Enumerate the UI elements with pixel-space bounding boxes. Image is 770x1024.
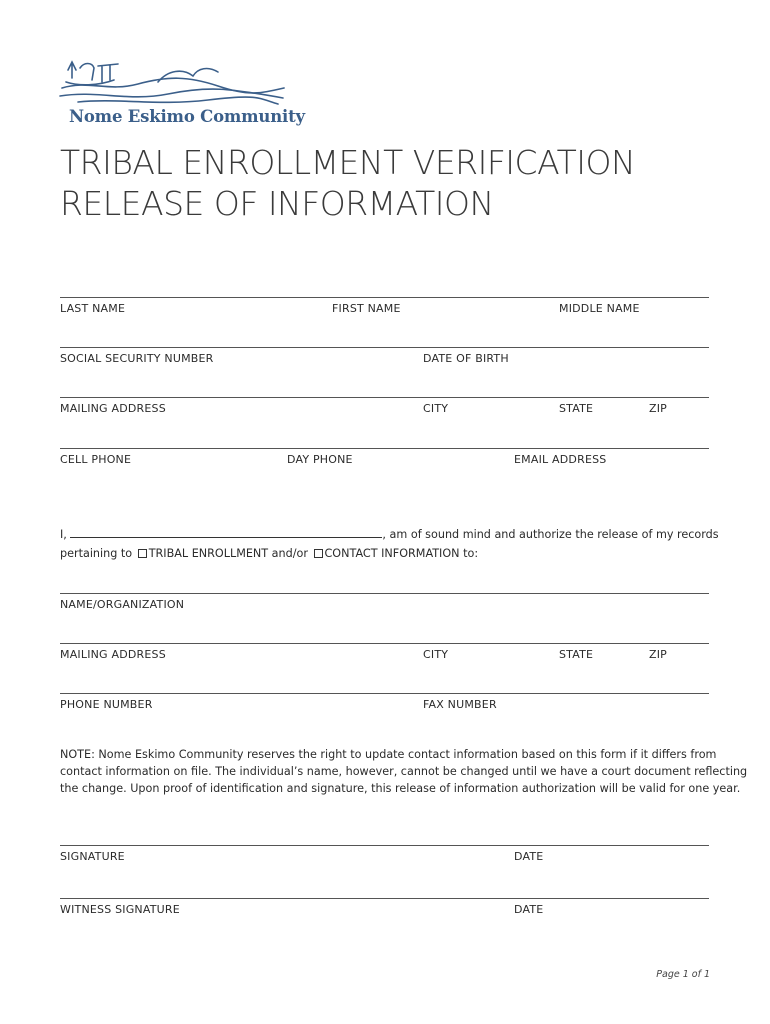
applicant-name-blank[interactable] xyxy=(70,527,382,538)
organization-logo xyxy=(58,58,288,108)
witness-date-label: DATE xyxy=(514,903,544,916)
contact-information-option: CONTACT INFORMATION to: xyxy=(324,547,479,560)
signature-date-label: DATE xyxy=(514,850,544,863)
note-line-3: the change. Upon proof of identification and signature, this release of information authorization will be valid for one year. xyxy=(60,782,741,795)
city-label: CITY xyxy=(423,402,449,415)
recipient-zip-label: ZIP xyxy=(649,648,668,661)
recipient-mailing-address-label: MAILING ADDRESS xyxy=(60,648,166,661)
first-name-label: FIRST NAME xyxy=(332,302,401,315)
form-title xyxy=(60,142,635,224)
note-line-1: NOTE: Nome Eskimo Community reserves the right to update contact information based on this form if it differs from xyxy=(60,748,717,761)
dob-label: DATE OF BIRTH xyxy=(423,352,509,365)
page-number: Page 1 of 1 xyxy=(656,969,710,980)
recipient-state-label: STATE xyxy=(559,648,594,661)
logo-illustration xyxy=(58,58,288,108)
zip-label: ZIP xyxy=(649,402,668,415)
field-line xyxy=(60,448,709,449)
recipient-phone-label: PHONE NUMBER xyxy=(60,698,153,711)
signature-label: SIGNATURE xyxy=(60,850,125,863)
authorization-line-2 xyxy=(60,547,478,560)
email-label: EMAIL ADDRESS xyxy=(514,453,607,466)
contact-information-checkbox[interactable] xyxy=(314,549,323,558)
authorization-line-1 xyxy=(60,527,719,541)
organization-name: Nome Eskimo Community xyxy=(69,107,305,126)
ssn-label: SOCIAL SECURITY NUMBER xyxy=(60,352,214,365)
tribal-enrollment-option: TRIBAL ENROLLMENT and/or xyxy=(148,547,308,560)
signature-line xyxy=(60,845,709,846)
state-label: STATE xyxy=(559,402,594,415)
recipient-city-label: CITY xyxy=(423,648,449,661)
field-line xyxy=(60,297,709,298)
field-line xyxy=(60,593,709,594)
cell-phone-label: CELL PHONE xyxy=(60,453,132,466)
form-title-line-1: TRIBAL ENROLLMENT VERIFICATION xyxy=(60,143,636,182)
note-line-2: contact information on file. The individual’s name, however, cannot be changed until we have a court document reflecting xyxy=(60,765,748,778)
pertaining-to-text: pertaining to xyxy=(60,547,133,560)
middle-name-label: MIDDLE NAME xyxy=(559,302,640,315)
witness-signature-label: WITNESS SIGNATURE xyxy=(60,903,180,916)
name-organization-label: NAME/ORGANIZATION xyxy=(60,598,185,611)
last-name-label: LAST NAME xyxy=(60,302,126,315)
field-line xyxy=(60,693,709,694)
tribal-enrollment-checkbox[interactable] xyxy=(138,549,147,558)
witness-signature-line xyxy=(60,898,709,899)
day-phone-label: DAY PHONE xyxy=(287,453,353,466)
field-line xyxy=(60,347,709,348)
authorization-suffix: , am of sound mind and authorize the release of my records xyxy=(382,528,719,541)
field-line xyxy=(60,643,709,644)
recipient-fax-label: FAX NUMBER xyxy=(423,698,497,711)
form-title-line-2: RELEASE OF INFORMATION xyxy=(60,184,494,223)
mailing-address-label: MAILING ADDRESS xyxy=(60,402,166,415)
field-line xyxy=(60,397,709,398)
authorization-prefix: I, xyxy=(60,528,67,541)
note-paragraph xyxy=(60,746,748,797)
